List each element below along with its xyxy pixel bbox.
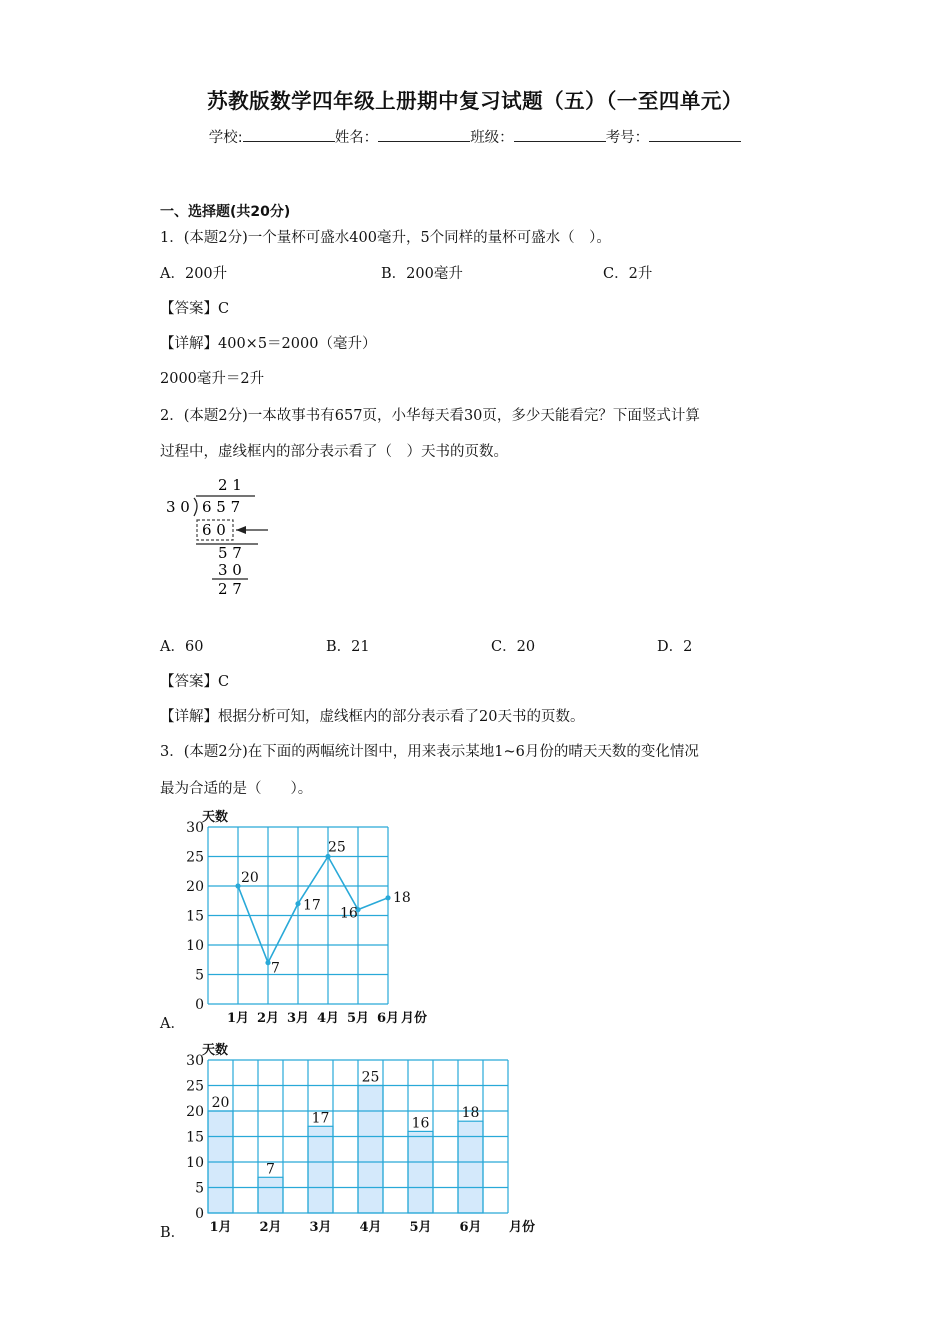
data-label: 16: [340, 905, 358, 922]
x-tick-label: 4月: [359, 1220, 382, 1235]
q1-stem: 1．(本题2分)一个量杯可盛水400毫升，5个同样的量杯可盛水（ ）。: [160, 230, 611, 246]
q2-detail: 【详解】根据分析可知，虚线框内的部分表示看了20天书的页数。: [160, 709, 585, 725]
q1-option-a[interactable]: A．200升: [160, 266, 228, 282]
x-tick-label: 3月: [309, 1220, 332, 1235]
bar: [258, 1177, 283, 1213]
page-title: 苏教版数学四年级上册期中复习试题（五）（一至四单元）: [207, 89, 743, 113]
y-tick-label: 10: [186, 938, 204, 954]
data-label: 17: [311, 1110, 330, 1127]
x-tick-label: 1月: [226, 1011, 250, 1026]
q1-answer: 【答案】C: [160, 301, 230, 317]
x-tick-label: 6月: [459, 1220, 482, 1235]
q3-option-b[interactable]: B．: [160, 1225, 186, 1241]
arrow-icon: [236, 526, 246, 534]
division-step2: 5 7: [218, 544, 242, 562]
x-tick-label: 2月: [256, 1011, 280, 1026]
x-tick-label: 3月: [286, 1011, 310, 1026]
y-tick-label: 5: [195, 967, 204, 984]
class-blank[interactable]: [514, 127, 606, 142]
y-tick-label: 30: [186, 820, 204, 836]
data-label: 7: [271, 960, 280, 977]
q3-option-a[interactable]: A．: [160, 1016, 185, 1032]
data-label: 18: [461, 1105, 480, 1122]
bar-chart-b[interactable]: [175, 1037, 555, 1237]
y-axis-label: 天数: [202, 810, 229, 825]
data-point: [385, 895, 390, 900]
division-step3: 3 0: [218, 561, 242, 579]
data-point: [265, 960, 270, 965]
data-label: 25: [361, 1069, 380, 1086]
q2-stem-line1: 2．(本题2分)一本故事书有657页，小华每天看30页，多少天能看完？下面竖式计算: [160, 408, 700, 424]
data-label: 17: [303, 897, 321, 914]
q2-answer: 【答案】C: [160, 674, 230, 690]
x-tick-label: 5月: [409, 1220, 432, 1235]
exam-no-blank[interactable]: [649, 127, 741, 142]
bar: [358, 1086, 383, 1214]
data-label: 18: [393, 889, 411, 906]
y-tick-label: 20: [186, 1104, 204, 1120]
q1-detail-2: 2000毫升＝2升: [160, 371, 265, 387]
y-tick-label: 15: [186, 1129, 204, 1146]
q2-option-a[interactable]: A．60: [160, 639, 204, 655]
q3-stem-line1: 3．(本题2分)在下面的两幅统计图中，用来表示某地1~6月份的晴天天数的变化情况: [160, 744, 699, 760]
q1-detail: 【详解】400×5＝2000（毫升）: [160, 336, 377, 352]
bar: [458, 1121, 483, 1213]
q2-option-b[interactable]: B．21: [326, 639, 370, 655]
q1-option-c[interactable]: C．2升: [603, 266, 653, 282]
name-blank[interactable]: [378, 127, 470, 142]
data-label: 7: [266, 1161, 275, 1178]
line-chart-a[interactable]: [175, 804, 445, 1026]
exam-no-label: 考号：: [605, 130, 650, 146]
data-label: 25: [328, 839, 346, 856]
data-label: 20: [241, 870, 259, 886]
data-point: [295, 901, 300, 906]
bar: [408, 1131, 433, 1213]
data-label: 20: [211, 1095, 230, 1111]
division-divisor: 3 0: [166, 498, 190, 516]
y-tick-label: 0: [195, 997, 204, 1013]
x-tick-label: 6月: [376, 1011, 400, 1026]
school-blank[interactable]: [243, 127, 335, 142]
y-tick-label: 10: [186, 1155, 204, 1171]
data-label: 16: [411, 1115, 430, 1132]
x-tick-label: 5月: [346, 1011, 370, 1026]
x-axis-label: 月份: [508, 1220, 536, 1235]
y-tick-label: 25: [186, 849, 204, 866]
class-label: 班级：: [470, 130, 514, 146]
y-tick-label: 20: [186, 879, 204, 895]
bar: [308, 1126, 333, 1213]
division-step4: 2 7: [218, 580, 242, 598]
x-tick-label: 1月: [209, 1220, 232, 1235]
q2-stem-line2: 过程中，虚线框内的部分表示看了（ ）天书的页数。: [160, 444, 508, 460]
school-label: 学校:: [208, 130, 243, 146]
student-info-line: [0, 126, 950, 147]
q3-stem-line2: 最为合适的是（ ）。: [160, 781, 313, 797]
y-tick-label: 0: [195, 1206, 204, 1222]
y-tick-label: 5: [195, 1180, 204, 1197]
x-tick-label: 4月: [316, 1011, 340, 1026]
long-division-figure: [160, 472, 280, 602]
y-tick-label: 25: [186, 1078, 204, 1095]
section-heading: 一、选择题(共20分): [160, 204, 291, 220]
y-tick-label: 15: [186, 908, 204, 925]
y-tick-label: 30: [186, 1053, 204, 1069]
q2-option-d[interactable]: D．2: [657, 639, 693, 655]
q2-option-c[interactable]: C．20: [491, 639, 536, 655]
data-point: [235, 883, 240, 888]
division-dividend: 6 5 7: [202, 498, 241, 516]
division-step1: 6 0: [202, 521, 226, 539]
y-axis-label: 天数: [202, 1043, 229, 1058]
x-tick-label: 2月: [259, 1220, 282, 1235]
name-label: 姓名：: [334, 130, 379, 146]
q1-option-b[interactable]: B．200毫升: [381, 266, 463, 282]
division-quotient: 2 1: [218, 476, 242, 494]
x-axis-label: 月份: [400, 1011, 428, 1026]
